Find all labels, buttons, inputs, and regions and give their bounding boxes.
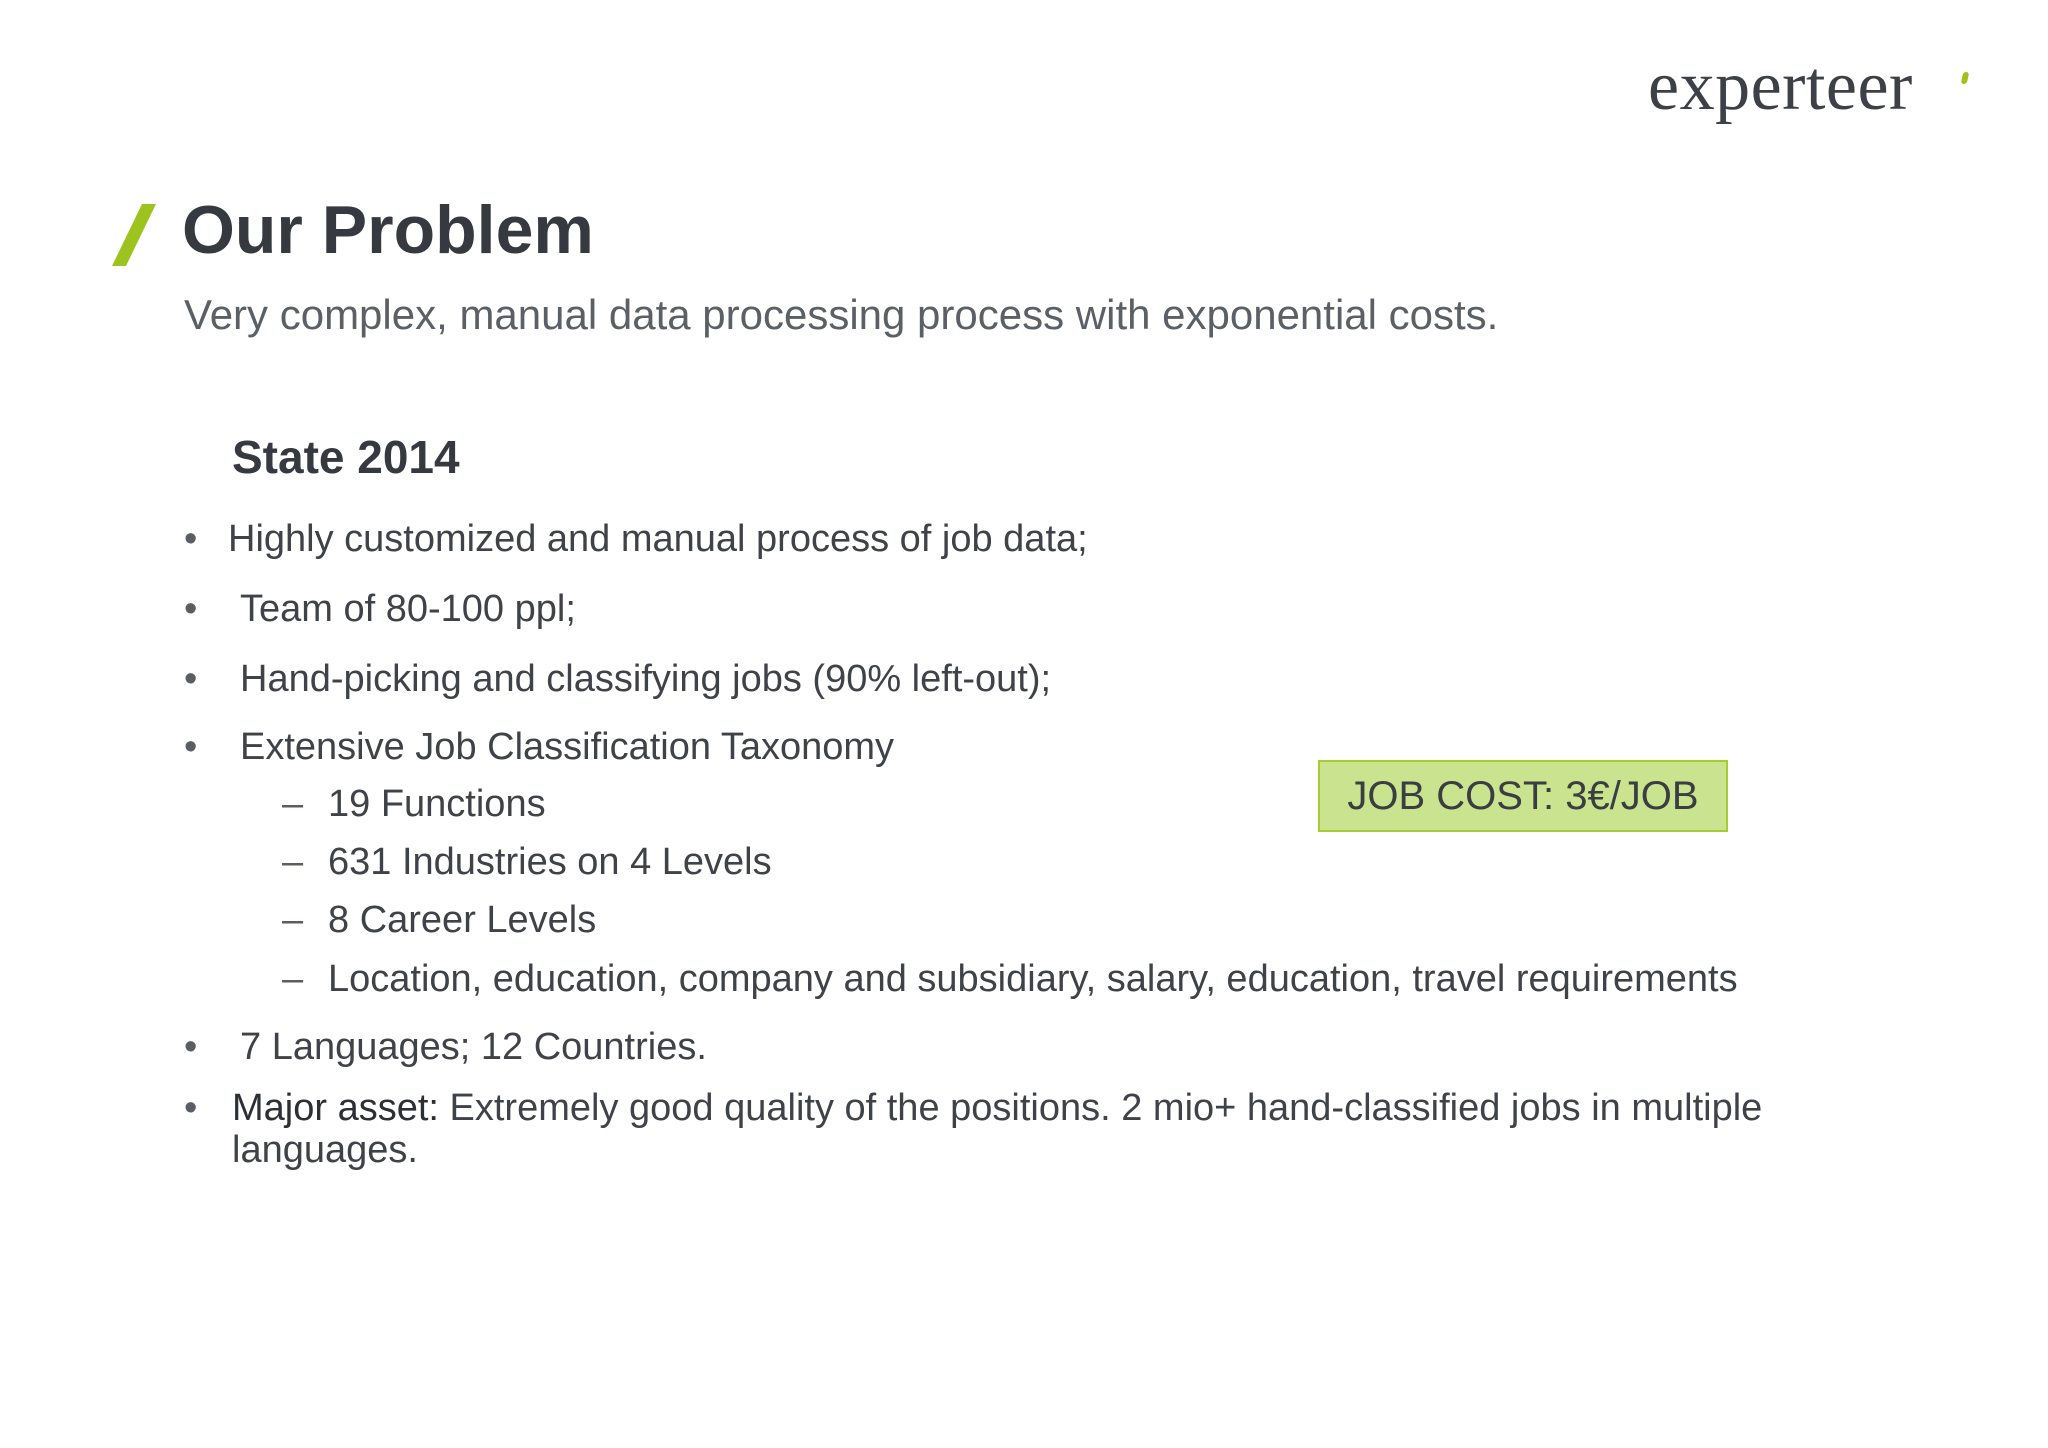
- bullet-marker: •: [184, 658, 198, 700]
- major-asset-bullet: [184, 1088, 1824, 1172]
- sub-bullet-text: Location, education, company and subsidiary, salary, education, travel requirements: [328, 958, 1738, 1000]
- sub-bullet-item: [282, 785, 546, 823]
- bullet-marker: •: [184, 1026, 198, 1068]
- bullet-text: Highly customized and manual process of job data;: [228, 518, 1088, 560]
- title-slash-icon: [112, 204, 160, 266]
- sub-bullet-item: [282, 960, 1738, 998]
- bullet-marker: •: [184, 1087, 198, 1129]
- sub-bullet-item: [282, 843, 772, 881]
- bullet-text: Team of 80-100 ppl;: [240, 588, 576, 630]
- experteer-logo: experteer: [1648, 48, 1913, 125]
- bullet-marker: •: [184, 726, 198, 768]
- major-asset-label: Major asset:: [232, 1087, 439, 1129]
- section-heading: State 2014: [232, 431, 460, 483]
- bullet-item: [184, 590, 576, 628]
- sub-bullet-marker: –: [282, 899, 304, 941]
- bullet-marker: •: [184, 518, 198, 560]
- job-cost-callout: JOB COST: 3€/JOB: [1318, 760, 1728, 832]
- bullet-marker: •: [184, 588, 198, 630]
- bullet-text: Extensive Job Classification Taxonomy: [240, 726, 895, 768]
- bullet-item: [184, 1028, 707, 1066]
- bullet-text: 7 Languages; 12 Countries.: [240, 1026, 707, 1068]
- logo-accent-mark: [1961, 72, 1970, 84]
- sub-bullet-item: [282, 901, 596, 939]
- bullet-item: [184, 728, 894, 766]
- slide-subtitle: Very complex, manual data processing process with exponential costs.: [184, 291, 1499, 338]
- sub-bullet-text: 19 Functions: [328, 783, 546, 825]
- sub-bullet-text: 631 Industries on 4 Levels: [328, 841, 772, 883]
- sub-bullet-text: 8 Career Levels: [328, 899, 597, 941]
- bullet-item: [184, 660, 1051, 698]
- bullet-item: [184, 520, 1088, 558]
- sub-bullet-marker: –: [282, 958, 304, 1000]
- bullet-text: Hand-picking and classifying jobs (90% left-out);: [240, 658, 1052, 700]
- sub-bullet-marker: –: [282, 841, 304, 883]
- sub-bullet-marker: –: [282, 783, 304, 825]
- slide-title: Our Problem: [182, 192, 594, 268]
- major-asset-text: Extremely good quality of the positions. 2 mio+ hand-classified jobs in multiple languages.: [232, 1087, 1763, 1171]
